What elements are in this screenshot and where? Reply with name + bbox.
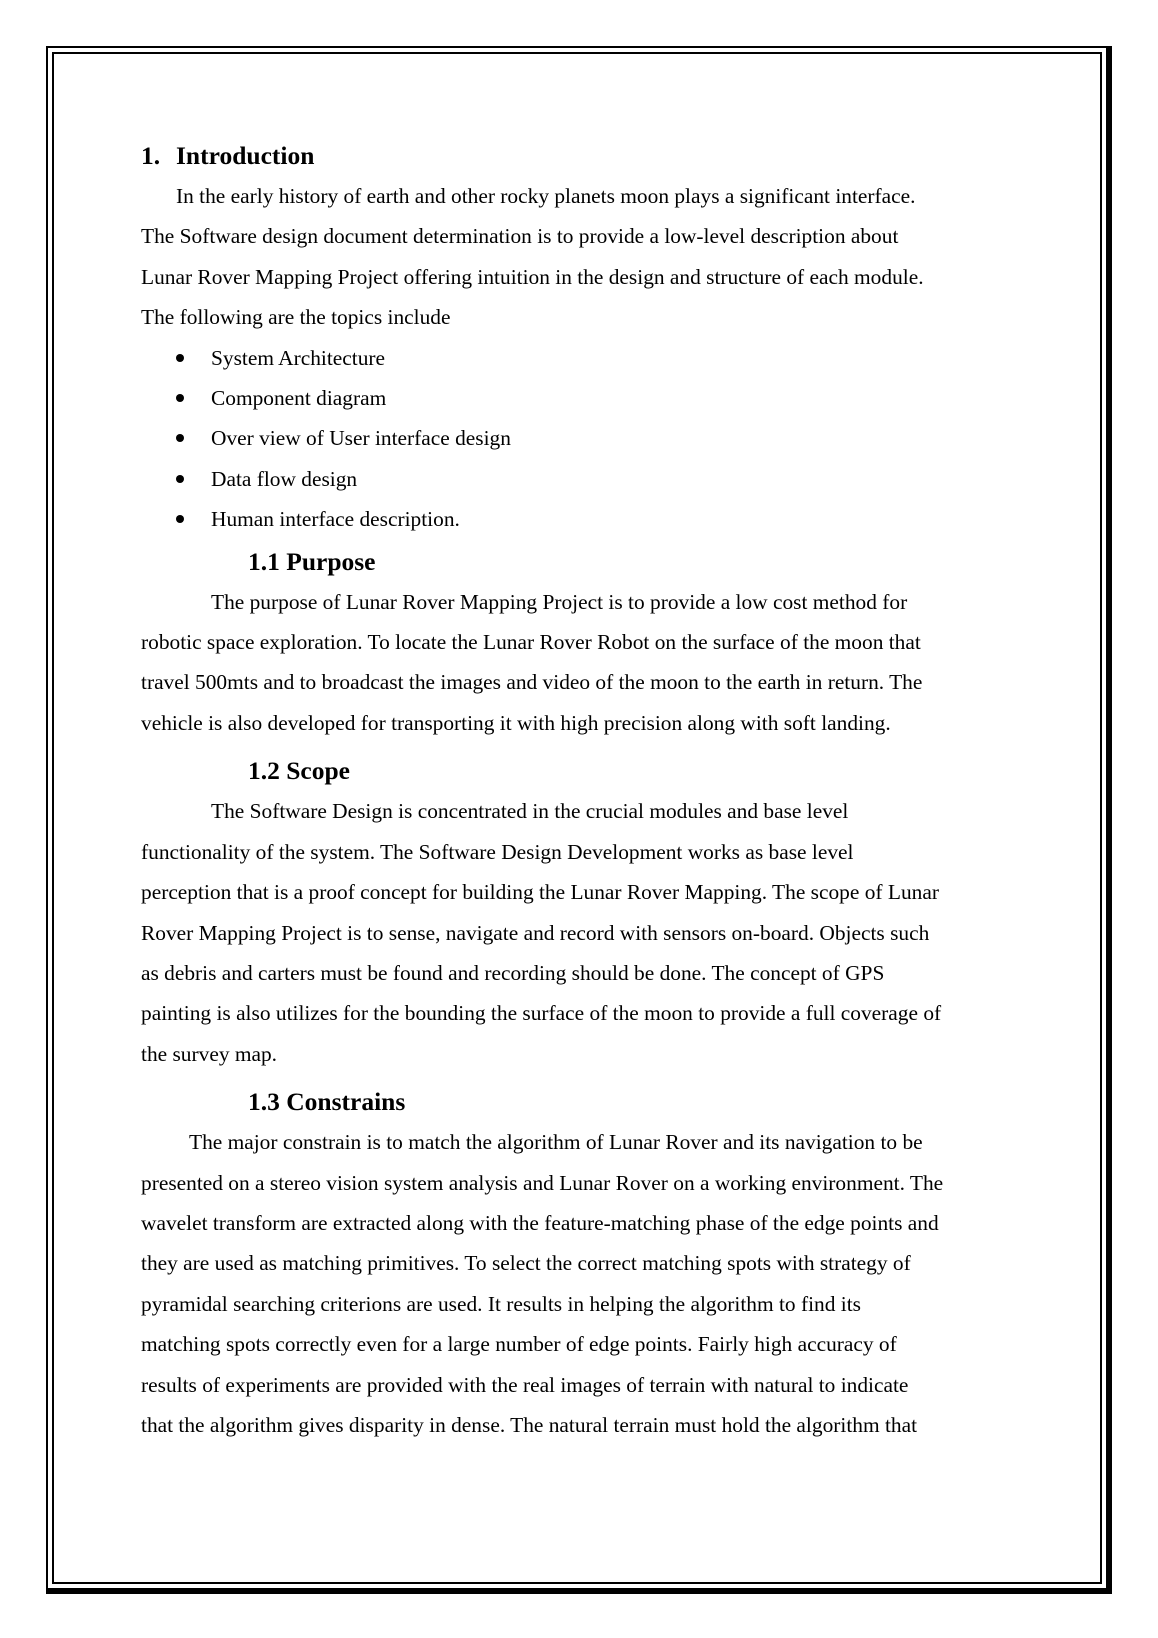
list-item-text: Over view of User interface design bbox=[211, 426, 511, 451]
paragraph-line: that the algorithm gives disparity in dense. The natural terrain must hold the algorithm that bbox=[141, 1412, 918, 1437]
list-item-text: Component diagram bbox=[211, 386, 387, 411]
paragraph-line: vehicle is also developed for transporting it with high precision along with soft landing. bbox=[141, 710, 891, 735]
paragraph-line: they are used as matching primitives. To select the correct matching spots with strategy of bbox=[141, 1251, 911, 1276]
paragraph-line: Rover Mapping Project is to sense, navigate and record with sensors on-board. Objects such bbox=[141, 920, 930, 945]
section-heading-introduction bbox=[141, 136, 1031, 176]
paragraph-line: robotic space exploration. To locate the Lunar Rover Robot on the surface of the moon that bbox=[141, 630, 921, 655]
constrains-paragraph bbox=[141, 1122, 1031, 1445]
list-item bbox=[141, 499, 1031, 539]
purpose-paragraph bbox=[141, 582, 1031, 744]
list-item bbox=[141, 418, 1031, 458]
paragraph-line: The major constrain is to match the algorithm of Lunar Rover and its navigation to be bbox=[189, 1130, 923, 1155]
section-number: 1. bbox=[141, 141, 161, 170]
paragraph-line: results of experiments are provided with the real images of terrain with natural to indicate bbox=[141, 1372, 909, 1397]
list-item-text: System Architecture bbox=[211, 345, 386, 370]
section-title: Introduction bbox=[176, 141, 315, 170]
paragraph-line: The Software design document determination is to provide a low-level description about bbox=[141, 224, 899, 249]
subsection-heading-constrains: 1.3 Constrains bbox=[248, 1087, 406, 1117]
bullet-icon bbox=[176, 475, 184, 483]
paragraph-line: painting is also utilizes for the bounding the surface of the moon to provide a full coverage of bbox=[141, 1001, 942, 1026]
list-item-text: Data flow design bbox=[211, 466, 358, 491]
list-item bbox=[141, 338, 1031, 378]
paragraph-line: wavelet transform are extracted along with the feature-matching phase of the edge points and bbox=[141, 1210, 939, 1235]
paragraph-line: The following are the topics include bbox=[141, 305, 451, 330]
spacer bbox=[141, 743, 1031, 751]
paragraph-line: travel 500mts and to broadcast the images and video of the moon to the earth in return. The bbox=[141, 670, 923, 695]
scope-paragraph bbox=[141, 791, 1031, 1074]
list-item bbox=[141, 378, 1031, 418]
paragraph-line: The Software Design is concentrated in the crucial modules and base level bbox=[211, 799, 849, 824]
paragraph-line: matching spots correctly even for a large number of edge points. Fairly high accuracy of bbox=[141, 1332, 897, 1357]
paragraph-line: functionality of the system. The Software Design Development works as base level bbox=[141, 839, 854, 864]
subsection-heading-scope: 1.2 Scope bbox=[248, 756, 350, 786]
paragraph-line: as debris and carters must be found and recording should be done. The concept of GPS bbox=[141, 960, 885, 985]
bullet-icon bbox=[176, 394, 184, 402]
subsection-heading-purpose: 1.1 Purpose bbox=[248, 546, 376, 576]
list-item bbox=[141, 459, 1031, 499]
bullet-icon bbox=[176, 354, 184, 362]
paragraph-line: In the early history of earth and other rocky planets moon plays a significant interface. bbox=[176, 184, 916, 208]
bullet-icon bbox=[176, 515, 184, 523]
bullet-icon bbox=[176, 434, 184, 442]
topics-list bbox=[141, 338, 1031, 540]
paragraph-line: Lunar Rover Mapping Project offering intuition in the design and structure of each module. bbox=[141, 264, 924, 289]
paragraph-line: pyramidal searching criterions are used. It results in helping the algorithm to find its bbox=[141, 1291, 861, 1316]
paragraph-line: The purpose of Lunar Rover Mapping Project is to provide a low cost method for bbox=[211, 589, 908, 614]
paragraph-line: the survey map. bbox=[141, 1041, 278, 1066]
document-body bbox=[141, 136, 1031, 1445]
spacer bbox=[141, 1074, 1031, 1082]
paragraph-line: perception that is a proof concept for building the Lunar Rover Mapping. The scope of Lunar bbox=[141, 880, 939, 905]
list-item-text: Human interface description. bbox=[211, 507, 460, 532]
paragraph-line: presented on a stereo vision system analysis and Lunar Rover on a working environment. The bbox=[141, 1170, 944, 1195]
introduction-paragraph bbox=[141, 176, 1031, 338]
